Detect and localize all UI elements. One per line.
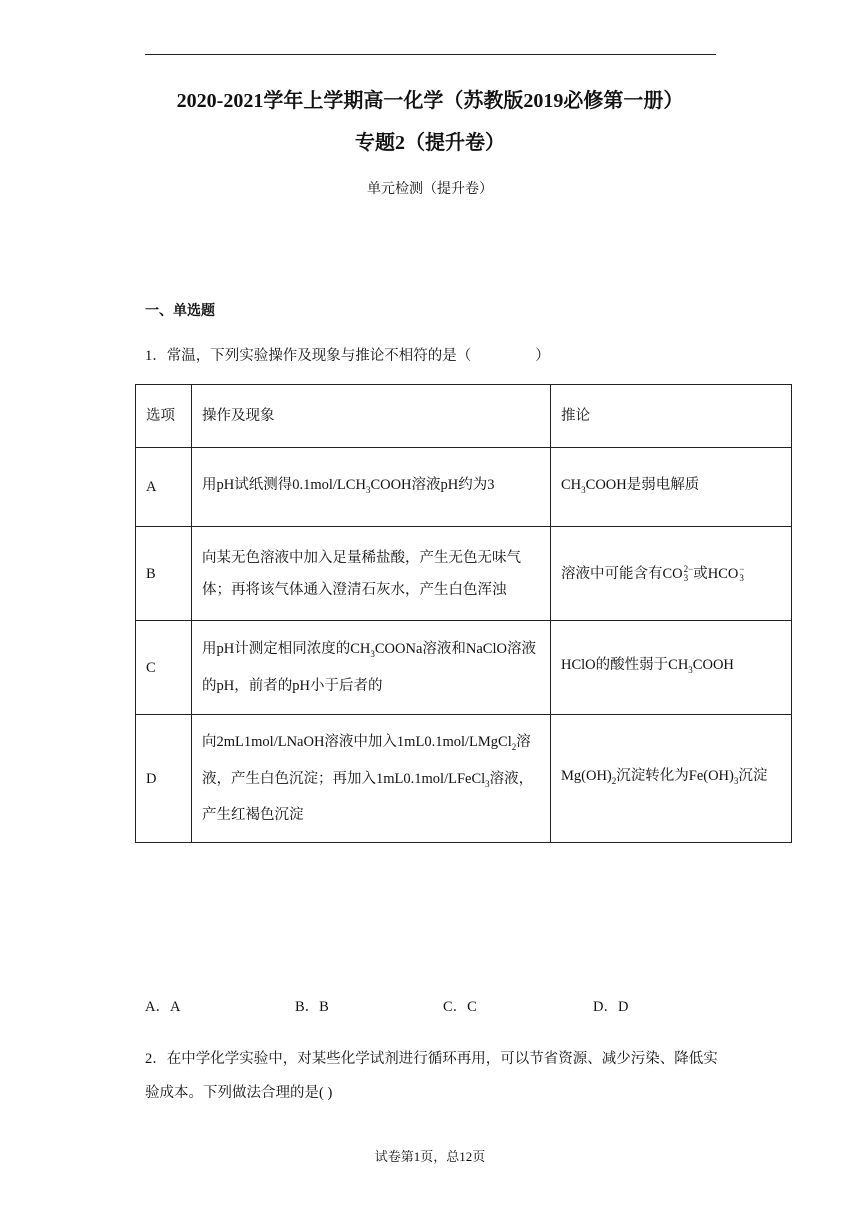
inference-cell: [551, 621, 792, 715]
inference-text: 溶液中可能含有CO: [561, 565, 683, 582]
option-label: D: [136, 715, 192, 843]
header-operation: 操作及现象: [192, 385, 551, 448]
document-subtitle-title: 专题2（提升卷）: [355, 132, 505, 154]
superscript: −: [739, 564, 745, 575]
operation-cell: 向某无色溶液中加入足量稀盐酸，产生无色无味气体；再将该气体通入澄清石灰水，产生白色浑浊: [192, 527, 551, 621]
question-1-table: [135, 384, 792, 843]
ion-charge: [739, 565, 744, 583]
operation-text: 溶液，产生白色沉淀；再加入1mL0.1mol/LFeCl: [202, 733, 531, 787]
subscript: 2: [511, 741, 517, 752]
question-1-close: ）: [535, 348, 550, 364]
question-2-stem: 2．在中学化学实验中，对某些化学试剂进行循环再用，可以节省资源、减少污染、降低实验成本。下列做法合理的是( ): [145, 1051, 718, 1101]
subscript: 3: [581, 484, 586, 495]
table-row: [136, 715, 792, 843]
subscript: 3: [688, 664, 693, 675]
question-1-stem: [145, 344, 550, 365]
document-title: 2020-2021学年上学期高一化学（苏教版2019必修第一册）: [176, 90, 684, 112]
inference-cell: [551, 527, 792, 621]
page-footer: 试卷第1页，总12页: [374, 1149, 486, 1164]
operation-text: COONa溶液和NaClO溶液的pH，前者的pH小于后者的: [202, 641, 536, 694]
subscript: 2: [611, 775, 617, 786]
inference-text: 沉淀: [738, 768, 768, 785]
subscript: 3: [683, 573, 689, 584]
operation-text: 用pH计测定相同浓度的CH: [202, 641, 371, 658]
ion-charge: [684, 565, 694, 583]
inference-text: Mg(OH): [561, 768, 612, 785]
header-inference: 推论: [551, 385, 792, 448]
inference-text: HClO的酸性弱于CH: [561, 657, 689, 674]
subscript: 3: [739, 573, 744, 584]
inference-text: CH: [561, 476, 582, 493]
subscript: 3: [370, 648, 375, 659]
operation-text: 用pH试纸测得0.1mol/LCH: [202, 476, 366, 493]
superscript: 2−: [683, 564, 694, 575]
header-option: 选项: [136, 385, 192, 448]
choice-a[interactable]: A．A: [145, 999, 181, 1015]
inference-cell: [551, 448, 792, 527]
inference-text: COOH: [692, 657, 734, 674]
inference-text: 沉淀转化为Fe(OH): [616, 768, 734, 785]
subscript: 3: [485, 778, 490, 789]
choice-b[interactable]: B．B: [295, 999, 329, 1015]
table-row: [136, 527, 792, 621]
operation-text: 向2mL1mol/LNaOH溶液中加入1mL0.1mol/LMgCl: [202, 733, 512, 750]
option-label: B: [136, 527, 192, 621]
operation-cell: [192, 715, 551, 843]
option-label: A: [136, 448, 192, 527]
inference-cell: [551, 715, 792, 843]
option-label: C: [136, 621, 192, 715]
header-rule: [145, 54, 716, 55]
subscript: 3: [365, 484, 371, 495]
choice-c[interactable]: C．C: [443, 999, 477, 1015]
subscript: 3: [733, 775, 739, 786]
table-header-row: [136, 385, 792, 448]
document-subtitle: 单元检测（提升卷）: [367, 182, 493, 197]
question-1-text: 1．常温，下列实验操作及现象与推论不相符的是（: [145, 348, 472, 364]
inference-text: 或HCO: [693, 565, 739, 582]
table-row: [136, 448, 792, 527]
choice-d[interactable]: D．D: [593, 999, 629, 1015]
operation-cell: [192, 448, 551, 527]
section-heading: 一、单选题: [145, 304, 215, 319]
inference-text: COOH是弱电解质: [585, 476, 700, 493]
operation-text: COOH溶液pH约为3: [370, 476, 495, 493]
operation-cell: [192, 621, 551, 715]
table-row: [136, 621, 792, 715]
operation-text: 溶液，产生红褐色沉淀: [202, 770, 534, 824]
